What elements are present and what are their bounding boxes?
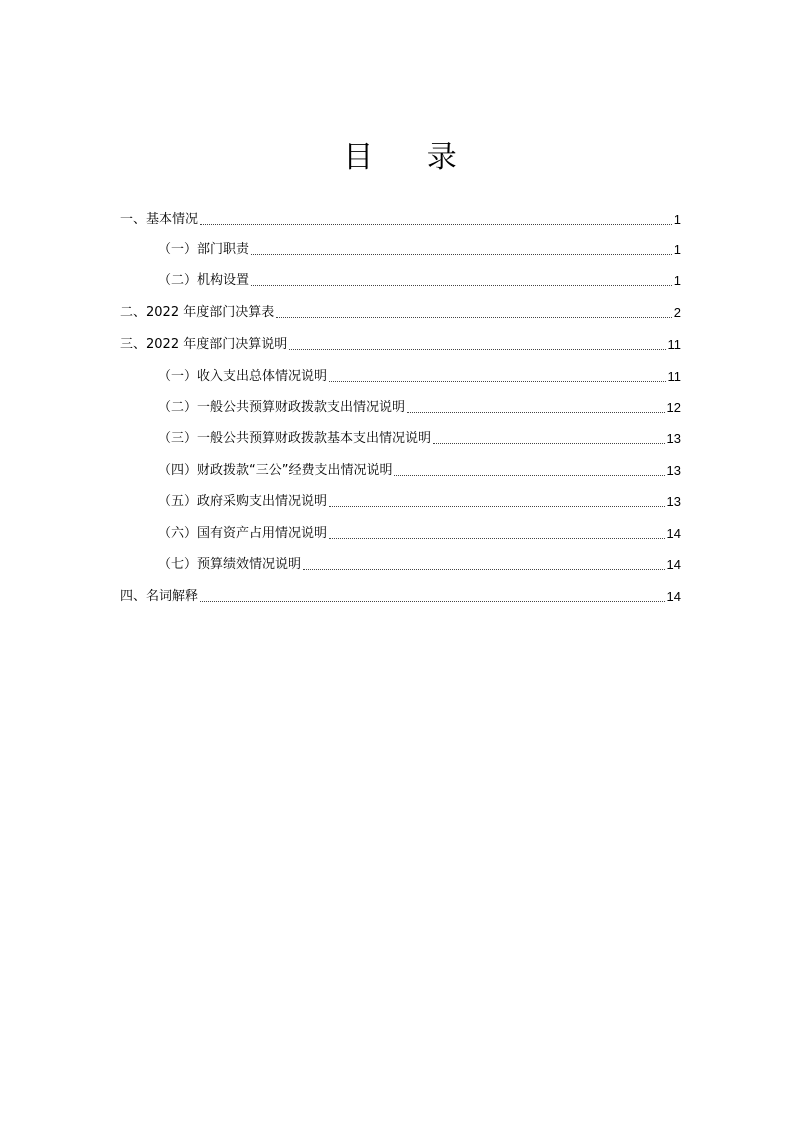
dot-leader	[303, 569, 665, 570]
toc-entry-page: 13	[666, 463, 681, 478]
toc-entry-title: （二）机构设置	[158, 273, 250, 288]
dot-leader	[394, 475, 664, 476]
toc-entry-page: 11	[667, 369, 681, 384]
toc-entry-page: 14	[666, 557, 681, 572]
toc-entry-title: （七）预算绩效情况说明	[158, 557, 302, 572]
toc-entry[interactable]	[158, 555, 681, 575]
dot-leader	[289, 349, 665, 350]
toc-entry[interactable]	[158, 367, 681, 387]
dot-leader	[200, 224, 672, 225]
toc-entry[interactable]	[158, 429, 681, 449]
toc-entry[interactable]	[120, 210, 681, 230]
toc-entry-page: 1	[673, 273, 681, 288]
toc-entry[interactable]	[158, 271, 681, 291]
dot-leader	[200, 601, 665, 602]
toc-entry-page: 2	[673, 305, 681, 320]
toc-entry-title: （一）收入支出总体情况说明	[158, 369, 328, 384]
toc-entry-title: （一）部门职责	[158, 242, 250, 257]
dot-leader	[276, 317, 672, 318]
toc-entry-page: 12	[666, 400, 681, 415]
toc-entry-page: 14	[666, 589, 681, 604]
toc-entry[interactable]	[158, 398, 681, 418]
toc-entry-title: 三、2022 年度部门决算说明	[120, 337, 288, 352]
toc-entry-title: （四）财政拨款“三公”经费支出情况说明	[158, 463, 393, 478]
toc-entry-title: （五）政府采购支出情况说明	[158, 494, 328, 509]
dot-leader	[251, 285, 672, 286]
toc-entry[interactable]	[158, 492, 681, 512]
toc-entry-title: （六）国有资产占用情况说明	[158, 526, 328, 541]
toc-entry-page: 1	[673, 212, 681, 227]
page-title: 目 录	[343, 140, 479, 175]
toc-entry-page: 1	[673, 242, 681, 257]
dot-leader	[407, 412, 665, 413]
toc-entry-page: 14	[666, 526, 681, 541]
toc-entry-title: （三）一般公共预算财政拨款基本支出情况说明	[158, 431, 432, 446]
toc-entry[interactable]	[158, 240, 681, 260]
toc-entry-title: 一、基本情况	[120, 212, 199, 227]
toc-entry-title: 四、名词解释	[120, 589, 199, 604]
toc-entry[interactable]	[120, 303, 681, 323]
toc-entry[interactable]	[158, 461, 681, 481]
toc-entry[interactable]	[158, 524, 681, 544]
toc-entry-title: 二、2022 年度部门决算表	[120, 305, 275, 320]
dot-leader	[329, 506, 665, 507]
toc-entry-page: 11	[667, 337, 681, 352]
toc-entry-title: （二）一般公共预算财政拨款支出情况说明	[158, 400, 406, 415]
dot-leader	[329, 381, 665, 382]
dot-leader	[433, 443, 665, 444]
toc-entry-page: 13	[666, 494, 681, 509]
toc-entry[interactable]	[120, 587, 681, 607]
dot-leader	[251, 254, 672, 255]
toc-entry-page: 13	[666, 431, 681, 446]
dot-leader	[329, 538, 665, 539]
toc-entry[interactable]	[120, 335, 681, 355]
